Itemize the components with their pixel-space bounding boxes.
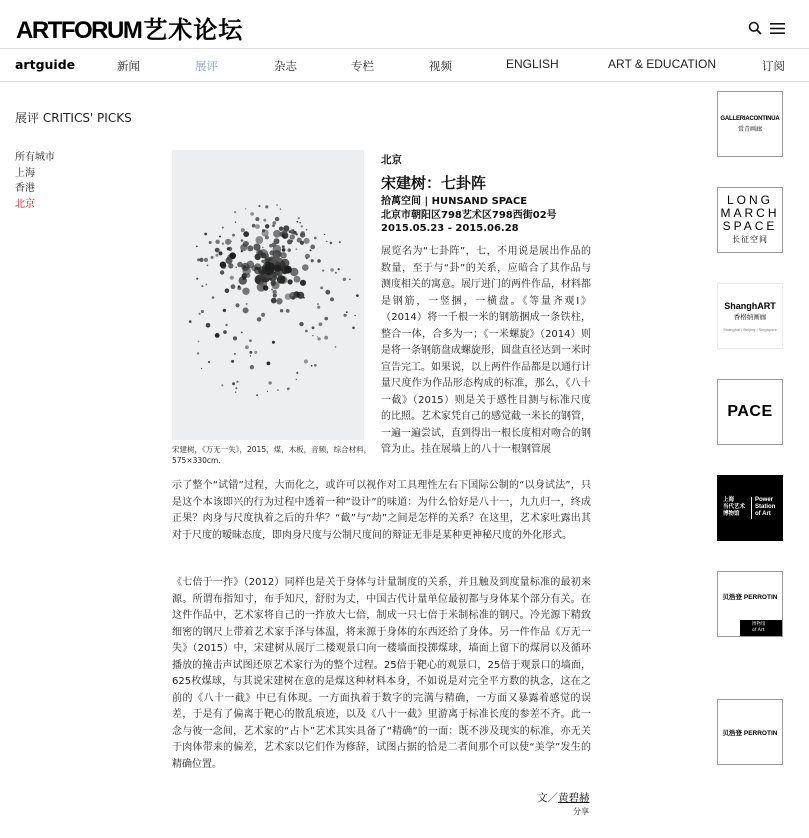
coal-mark	[274, 265, 281, 272]
ad-text: of Art	[755, 511, 771, 517]
coal-mark	[250, 365, 254, 369]
coal-mark	[296, 372, 298, 374]
ad-text: 常青画廊	[737, 126, 762, 133]
article-paragraph-1b: 示了整个“试错”过程，大而化之，或许可以视作对工具理性左右下国际公制的“以身试法”，只是这个本该即兴的行为过程中透着一种“设计”的味道：为什么恰好是八十一，九九归一，终成正果？肉身与尺度执着之后的升华？“截”与“劫”之间是怎样的关系？在这里，艺术家吐露出其对于尺度的暧昧态度，即肉身尺度与公制尺度间的辩证无非是某种更神秘尺度的外化形式。	[172, 480, 591, 541]
coal-mark	[271, 298, 277, 304]
coal-mark	[232, 234, 235, 237]
logo-cn: 艺术论坛	[143, 17, 244, 44]
coal-mark	[206, 323, 211, 328]
coal-mark	[330, 268, 334, 272]
coal-mark	[255, 217, 259, 221]
ad-long-march-space[interactable]	[717, 187, 783, 253]
coal-mark	[294, 276, 301, 283]
article-title: 宋建树：七卦阵	[381, 174, 487, 192]
coal-mark	[352, 327, 355, 330]
section-title: 展评 CRITICS' PICKS	[15, 111, 132, 125]
ad-text: 贝浩登 PERROTIN	[722, 729, 778, 737]
coal-mark	[261, 253, 267, 259]
coal-mark	[225, 239, 231, 245]
coal-mark	[343, 278, 346, 281]
ad-perrotin-2[interactable]	[717, 699, 783, 765]
coal-mark	[275, 217, 279, 221]
coal-mark	[296, 379, 297, 380]
nav-item-reviews[interactable]: 展评	[195, 59, 218, 73]
author-link[interactable]: 黄碧赫	[558, 792, 590, 804]
coal-mark	[243, 307, 249, 313]
coal-mark	[199, 313, 201, 315]
coal-mark	[288, 248, 291, 251]
ad-text: ShanghART	[724, 300, 776, 311]
coal-mark	[225, 288, 230, 293]
coal-mark	[300, 231, 305, 236]
coal-mark	[204, 233, 207, 236]
coal-mark	[197, 352, 199, 354]
coal-mark	[223, 330, 227, 334]
coal-mark	[325, 290, 330, 295]
coal-mark	[261, 260, 264, 263]
coal-mark	[296, 233, 298, 235]
coal-mark	[235, 266, 237, 268]
coal-mark	[299, 222, 301, 224]
coal-mark	[286, 309, 290, 313]
coal-mark	[330, 297, 334, 301]
coal-mark	[211, 256, 214, 259]
coal-mark	[233, 336, 237, 340]
coal-mark	[312, 326, 315, 329]
coal-mark	[257, 317, 262, 322]
coal-mark	[201, 368, 202, 369]
ad-text: 博物馆	[752, 622, 766, 627]
coal-mark	[215, 333, 220, 338]
coal-mark	[215, 248, 220, 253]
ad-text: Shanghai | Beijing | Singapore	[723, 326, 777, 332]
coal-mark	[279, 227, 283, 231]
coal-mark	[248, 242, 250, 244]
coal-mark	[221, 384, 223, 386]
coal-mark	[277, 275, 286, 284]
coal-mark	[215, 240, 219, 244]
coal-mark	[317, 336, 318, 337]
coal-mark	[282, 245, 285, 248]
ad-text: Station	[755, 504, 776, 510]
ad-text: 长征空间	[732, 235, 768, 244]
coal-mark	[225, 257, 232, 264]
coal-mark	[239, 276, 247, 284]
coal-mark	[300, 241, 304, 245]
coal-mark	[339, 241, 341, 243]
coal-mark	[317, 259, 321, 263]
coal-mark	[297, 292, 304, 299]
coal-mark	[261, 313, 265, 317]
city-link-all[interactable]: 所有城市	[15, 152, 55, 163]
coal-mark	[272, 224, 275, 227]
article-paragraph-1a: 展览名为“七卦阵”，七，不用说是展出作品的数量，至于与“卦”的关系，应暗合了其作品与测度相关的寓意。展厅进门的两件作品，材料都是钢筋，一竖捆，一横盘。《等量齐观I》（2014）将一千根一米的钢筋捆成一条铁柱，整合一体，合多为一；《一米螺旋》（2014）则是将一条钢筋盘成螺旋形，圆盘直径达到一米时宣告完工。如果说，以上两件作品都是以通行计量尺度作为作品形态构成的标准，那么，《八十一截》（2015）则是关于感性目测与标准尺度的比照。艺术家凭自己的感觉截一米长的钢管，一遍一遍尝试，直到得出一根长度相对吻合的钢管为止。挂在展墙上的八十一根钢管展	[381, 246, 591, 455]
coal-mark	[246, 273, 251, 278]
coal-mark	[249, 339, 252, 342]
coal-mark	[198, 341, 200, 343]
coal-mark	[231, 284, 236, 289]
coal-mark	[240, 244, 247, 251]
ad-text: 博物馆	[723, 511, 740, 517]
coal-mark	[250, 212, 254, 216]
coal-mark	[212, 296, 215, 299]
ad-power-station-of-art[interactable]	[717, 475, 783, 541]
coal-mark	[219, 251, 223, 255]
image-caption: 宋建树，《万无一失》，2015，煤，木板，音频，综合材料，575×330cm.	[172, 445, 372, 465]
coal-mark	[220, 270, 224, 274]
coal-mark	[299, 322, 303, 326]
article-paragraph-2: 《七倍于一拃》（2012）同样也是关于身体与计量制度的关系，并且触及到度量标准的最初来源。所谓布指知寸，布手知尺，舒肘为丈，中国古代计量单位最初都与身体某个部分有关。在这件作品中，艺术家将自己的一拃放大七倍，制成一只七倍于米制标准的钢尺。冷光源下精致细密的钢尺上带着艺术家手泽与体温，将来源于身体的东西还给了身体。另一件作品《万无一失》（2015）中，宋建树从展厅二楼观景口向一楼墙面投掷煤球，墙面上留下的煤屑以及循环播放的撞击声试图还原艺术家行为的整个过程。25倍于靶心的观景口，25倍于观景口的墙面，625枚煤球，与其说宋建树在意的是煤这种材料本身，不如说是对完全平方数的执念，这在之前的《八十一截》中已有体现。一方面执着于数字的完满与精确，一方面又暴露着感觉的误差，于是有了偏离于靶心的散乱痕迹，以及《八十一截》里游离于标准长度的参差不齐。此一念与彼一念间，艺术家的“占卜”艺术其实具备了“精确”的一面：既不涉及现实的标准，亦无关于肉体带来的偏差，艺术家以它们作为修辞，试图占据的恰是二者间那个可以使“美学”发生的精确位置。	[172, 577, 591, 770]
coal-mark	[320, 286, 323, 289]
coal-mark	[293, 233, 294, 234]
coal-mark	[346, 311, 348, 313]
coal-mark	[220, 262, 226, 268]
coal-mark	[338, 268, 340, 270]
coal-mark	[196, 278, 198, 280]
coal-mark	[277, 389, 279, 391]
coal-mark	[201, 285, 203, 287]
coal-mark	[258, 266, 267, 275]
coal-mark	[324, 234, 325, 235]
coal-mark	[222, 227, 224, 229]
city-link-shanghai[interactable]: 上海	[15, 167, 35, 179]
city-link-hongkong[interactable]: 香港	[15, 183, 35, 194]
coal-mark	[199, 258, 203, 262]
coal-mark	[296, 221, 298, 223]
top-bar	[0, 0, 809, 48]
nav-item-subscribe[interactable]: 订阅	[762, 59, 785, 73]
coal-mark	[282, 230, 287, 235]
coal-mark	[241, 250, 243, 252]
coal-mark	[258, 205, 260, 207]
coal-mark	[301, 225, 303, 227]
coal-mark	[235, 387, 237, 389]
coal-mark	[282, 248, 286, 252]
city-filter	[15, 150, 55, 212]
nav-item-news[interactable]: 新闻	[117, 59, 140, 73]
ad-text: LONG	[726, 193, 773, 207]
coal-mark	[272, 250, 281, 259]
coal-mark	[208, 361, 210, 363]
coal-mark	[246, 303, 248, 305]
coal-mark	[252, 224, 256, 228]
nav-item-video[interactable]: 视频	[429, 59, 452, 73]
article-city: 北京	[381, 154, 402, 166]
ad-shanghart[interactable]	[717, 283, 783, 349]
coal-mark	[276, 204, 278, 206]
coal-mark	[267, 391, 268, 392]
coal-mark	[265, 205, 268, 208]
coal-mark	[289, 292, 297, 300]
coal-mark	[276, 298, 282, 304]
ad-text: 上海	[723, 497, 735, 503]
coal-mark	[201, 310, 204, 313]
coal-mark	[280, 309, 283, 312]
coal-mark	[255, 236, 263, 244]
ad-text: GALLERIACONTINUA	[720, 115, 780, 122]
coal-mark	[330, 242, 333, 245]
coal-mark	[289, 230, 292, 233]
ad-text: 贝浩登 PERROTIN	[722, 593, 778, 601]
coal-mark	[254, 351, 257, 354]
artforum-logo[interactable]	[16, 10, 243, 45]
coal-mark	[274, 272, 276, 274]
coal-mark	[291, 231, 294, 234]
coal-mark	[324, 336, 328, 340]
coal-mark	[290, 234, 295, 239]
coal-mark	[209, 241, 212, 244]
exhibition-dates: 2015.05.23 - 2015.06.28	[381, 223, 519, 234]
coal-mark	[271, 289, 273, 291]
venue-address: 北京市朝阳区798艺术区798西街02号	[381, 209, 557, 221]
artwork-image[interactable]	[172, 150, 364, 440]
coal-mark	[344, 314, 347, 317]
coal-mark	[268, 381, 271, 384]
nav-brand-artguide[interactable]: artguide	[15, 57, 76, 72]
ad-text: SPACE	[722, 219, 778, 233]
venue-info	[381, 195, 557, 236]
main-nav	[0, 48, 809, 82]
coal-mark	[231, 360, 234, 363]
ad-galleria-continua[interactable]	[717, 91, 783, 157]
coal-mark	[305, 254, 310, 259]
coal-mark	[263, 285, 268, 290]
coal-mark	[280, 208, 281, 209]
coal-mark	[335, 272, 337, 274]
coal-mark	[256, 394, 258, 396]
coal-mark	[317, 303, 319, 305]
coal-mark	[356, 294, 359, 297]
coal-mark	[235, 303, 239, 307]
nav-item-columns[interactable]: 专栏	[351, 59, 374, 73]
coal-mark	[302, 264, 309, 271]
coal-mark	[234, 353, 236, 355]
coal-mark	[235, 392, 236, 393]
coal-mark	[249, 351, 252, 354]
ad-text: Power	[755, 497, 774, 503]
coal-mark	[284, 266, 292, 274]
coal-mark	[237, 262, 243, 268]
coal-mark	[312, 335, 313, 336]
coal-mark	[324, 317, 328, 321]
coal-mark	[189, 320, 192, 323]
coal-mark	[311, 365, 313, 367]
coal-mark	[242, 288, 249, 295]
coal-mark	[225, 324, 227, 326]
coal-mark	[306, 229, 308, 231]
ad-text: 当代艺术	[723, 504, 746, 510]
coal-mark	[235, 222, 236, 223]
coal-mark	[272, 290, 277, 295]
author-byline	[537, 790, 590, 805]
coal-mark	[206, 284, 208, 286]
coal-mark	[237, 286, 241, 290]
logo-latin: ARTFORUM	[16, 17, 142, 44]
coal-mark	[247, 245, 253, 251]
coal-mark	[262, 229, 269, 236]
coal-mark	[230, 276, 234, 280]
coal-mark	[271, 243, 276, 248]
city-link-beijing[interactable]: 北京	[15, 198, 35, 210]
coal-mark	[273, 230, 281, 238]
coal-mark	[335, 346, 337, 348]
coal-mark	[243, 231, 249, 237]
coal-mark	[245, 345, 249, 349]
coal-mark	[319, 322, 323, 326]
ad-divider	[751, 497, 752, 519]
coal-mark	[355, 315, 356, 316]
venue-name[interactable]: 拾萬空间 | HUNSAND SPACE	[381, 196, 528, 207]
coal-mark	[227, 247, 230, 250]
coal-mark	[219, 236, 221, 238]
coal-mark	[215, 254, 218, 257]
nav-item-english[interactable]: ENGLISH	[506, 57, 559, 71]
coal-mark	[310, 245, 315, 250]
coal-mark	[232, 382, 235, 385]
coal-mark	[314, 237, 317, 240]
coal-mark	[317, 306, 320, 309]
coal-mark	[263, 219, 266, 222]
coal-mark	[304, 238, 310, 244]
coal-mark	[287, 387, 290, 390]
coal-mark	[241, 332, 243, 334]
coal-mark	[245, 208, 246, 209]
coal-mark	[241, 228, 245, 232]
coal-mark	[310, 249, 312, 251]
coal-mark	[265, 224, 269, 228]
coal-mark	[322, 270, 324, 272]
coal-mark	[204, 258, 208, 262]
coal-mark	[250, 355, 251, 356]
coal-mark	[273, 221, 277, 225]
ad-text: PACE	[727, 403, 773, 420]
coal-mark	[253, 244, 260, 251]
nav-item-art-education[interactable]: ART & EDUCATION	[608, 57, 717, 71]
coal-mark	[291, 240, 293, 242]
coal-mark	[318, 337, 321, 340]
coal-mark	[311, 259, 314, 262]
coal-mark	[288, 279, 293, 284]
coal-mark	[262, 247, 264, 249]
coal-mark	[255, 224, 260, 229]
coal-mark	[196, 246, 198, 248]
share-link[interactable]: 分享	[573, 807, 589, 816]
coal-mark	[296, 248, 298, 250]
coal-mark	[326, 241, 327, 242]
coal-mark	[300, 280, 306, 286]
ad-text: 香格纳画廊	[733, 313, 767, 321]
coal-mark	[267, 362, 271, 366]
author-prefix: 文／	[537, 792, 558, 804]
coal-mark	[305, 330, 308, 333]
coal-mark	[349, 279, 351, 281]
coal-mark	[298, 217, 300, 219]
search-icon[interactable]	[748, 20, 762, 39]
coal-mark	[236, 381, 238, 383]
coal-mark	[304, 360, 308, 364]
coal-mark	[241, 239, 244, 242]
ad-text: of Art	[752, 628, 765, 633]
nav-item-magazine[interactable]: 杂志	[274, 59, 297, 73]
coal-mark	[207, 265, 209, 267]
hamburger-menu-icon[interactable]	[770, 20, 785, 39]
coal-mark	[314, 364, 317, 367]
ad-perrotin-1[interactable]	[717, 571, 783, 637]
coal-mark	[223, 309, 226, 312]
coal-mark	[293, 229, 295, 231]
coal-mark	[234, 211, 236, 213]
ad-text: MARCH	[720, 206, 780, 220]
coal-mark	[272, 341, 275, 344]
ad-pace[interactable]	[717, 379, 783, 445]
coal-mark	[222, 243, 224, 245]
